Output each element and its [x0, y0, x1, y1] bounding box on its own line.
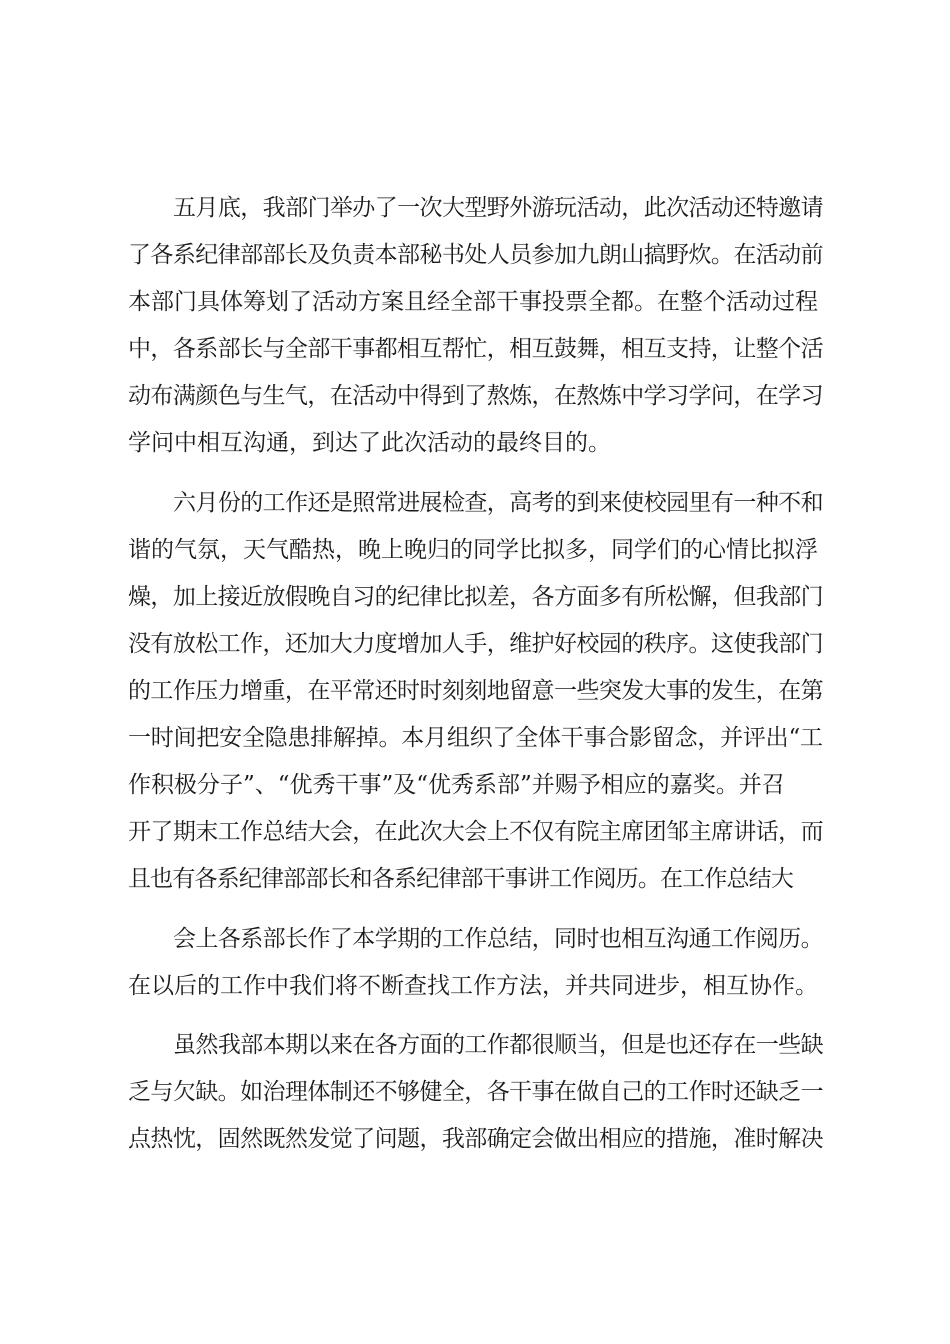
text-line: 会上各系部长作了本学期的工作总结，同时也相互沟通工作阅历。 [173, 926, 824, 952]
text-line: 动布满颜色与生气，在活动中得到了熬炼，在熬炼中学习学问，在学习 [128, 383, 823, 409]
text-line: 燥，加上接近放假晚自习的纪律比拟差，各方面多有所松懈，但我部门 [128, 584, 823, 610]
text-line: 开了期末工作总结大会，在此次大会上不仅有院主席团邹主席讲话，而 [128, 819, 823, 845]
text-line: 且也有各系纪律部部长和各系纪律部干事讲工作阅历。在工作总结大 [128, 866, 794, 892]
text-line: 中，各系部长与全部干事都相互帮忙，相互鼓舞，相互支持，让整个活 [128, 336, 823, 362]
text-line: 乏与欠缺。如治理体制还不够健全，各干事在做自己的工作时还缺乏一 [128, 1079, 823, 1105]
text-line: 了各系纪律部部长及负责本部秘书处人员参加九朗山搞野炊。在活动前 [128, 242, 823, 268]
text-line: 点热忱，固然既然发觉了问题，我部确定会做出相应的措施，准时解决 [128, 1126, 823, 1152]
text-line: 六月份的工作还是照常进展检查，高考的到来使校园里有一种不和 [173, 490, 824, 516]
text-line: 一时间把安全隐患排解掉。本月组织了全体干事合影留念，并评出“工 [128, 725, 823, 751]
text-line: 本部门具体筹划了活动方案且经全部干事投票全都。在整个活动过程 [128, 289, 818, 315]
text-line: 谐的气氛，天气酷热，晚上晚归的同学比拟多，同学们的心情比拟浮 [128, 537, 818, 563]
text-line: 学问中相互沟通，到达了此次活动的最终目的。 [128, 430, 611, 456]
text-line: 的工作压力增重，在平常还时时刻刻地留意一些突发大事的发生，在第 [128, 678, 823, 704]
text-line: 虽然我部本期以来在各方面的工作都很顺当，但是也还存在一些缺 [173, 1032, 824, 1058]
text-line: 五月底，我部门举办了一次大型野外游玩活动，此次活动还特邀请 [173, 195, 824, 221]
text-line: 作积极分子”、“优秀干事”及“优秀系部”并赐予相应的嘉奖。并召 [128, 772, 785, 798]
text-line: 没有放松工作，还加大力度增加人手，维护好校园的秩序。这使我部门 [128, 631, 823, 657]
text-line: 在以后的工作中我们将不断查找工作方法，并共同进步，相互协作。 [128, 973, 818, 999]
